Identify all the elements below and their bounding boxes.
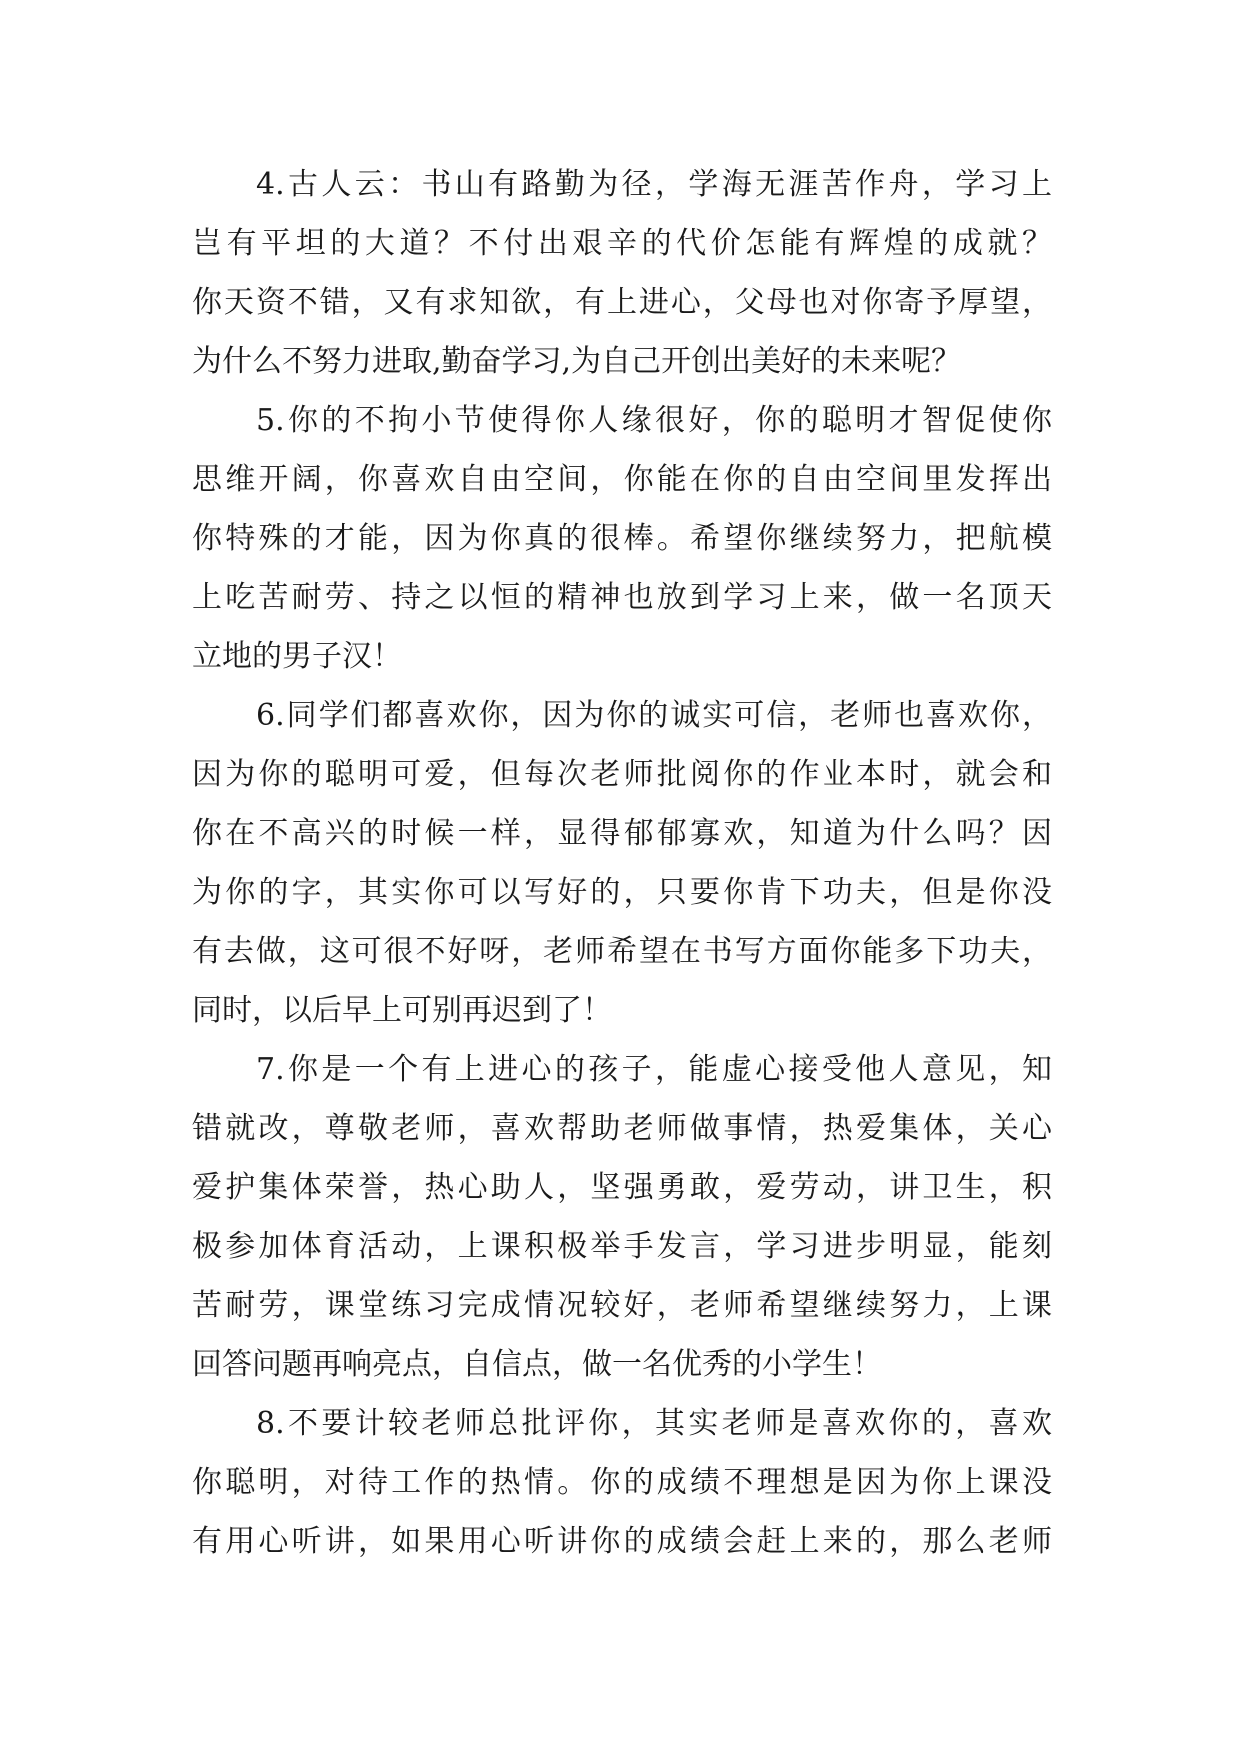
text-line: 思维开阔，你喜欢自由空间，你能在你的自由空间里发挥出 xyxy=(192,462,1052,497)
text-line: 你特殊的才能，因为你真的很棒。希望你继续努力，把航模 xyxy=(192,521,1052,556)
text-line: 极参加体育活动，上课积极举手发言，学习进步明显，能刻 xyxy=(192,1229,1052,1264)
text-line: 为你的字，其实你可以写好的，只要你肯下功夫，但是你没 xyxy=(192,875,1052,910)
comment-paragraph-6 xyxy=(192,686,1052,1040)
document-body xyxy=(192,155,1052,1571)
text-line: 岂有平坦的大道？不付出艰辛的代价怎能有辉煌的成就？ xyxy=(192,226,1052,261)
text-line: 为什么不努力进取,勤奋学习,为自己开创出美好的未来呢？ xyxy=(192,344,962,379)
text-line: 5.你的不拘小节使得你人缘很好，你的聪明才智促使你 xyxy=(256,403,1052,438)
text-line: 上吃苦耐劳、持之以恒的精神也放到学习上来，做一名顶天 xyxy=(192,580,1052,615)
text-line: 有去做，这可很不好呀，老师希望在书写方面你能多下功夫， xyxy=(192,934,1052,969)
text-line: 爱护集体荣誉，热心助人，坚强勇敢，爱劳动，讲卫生，积 xyxy=(192,1170,1052,1205)
text-line: 7.你是一个有上进心的孩子，能虚心接受他人意见，知 xyxy=(256,1052,1052,1087)
text-line: 苦耐劳，课堂练习完成情况较好，老师希望继续努力，上课 xyxy=(192,1288,1052,1323)
text-line: 因为你的聪明可爱，但每次老师批阅你的作业本时，就会和 xyxy=(192,757,1052,792)
comment-paragraph-7 xyxy=(192,1040,1052,1394)
text-line: 你天资不错，又有求知欲，有上进心，父母也对你寄予厚望， xyxy=(192,285,1052,320)
comment-paragraph-8 xyxy=(192,1394,1052,1571)
text-line: 有用心听讲，如果用心听讲你的成绩会赶上来的，那么老师 xyxy=(192,1524,1052,1559)
comment-paragraph-4 xyxy=(192,155,1052,391)
text-line: 6.同学们都喜欢你，因为你的诚实可信，老师也喜欢你， xyxy=(256,698,1052,733)
comment-paragraph-5 xyxy=(192,391,1052,686)
text-line: 你聪明，对待工作的热情。你的成绩不理想是因为你上课没 xyxy=(192,1465,1052,1500)
text-line: 错就改，尊敬老师，喜欢帮助老师做事情，热爱集体，关心 xyxy=(192,1111,1052,1146)
text-line: 回答问题再响亮点，自信点，做一名优秀的小学生！ xyxy=(192,1347,882,1382)
text-line: 立地的男子汉！ xyxy=(192,639,402,674)
text-line: 8.不要计较老师总批评你，其实老师是喜欢你的，喜欢 xyxy=(256,1406,1052,1441)
text-line: 同时，以后早上可别再迟到了！ xyxy=(192,993,612,1028)
text-line: 你在不高兴的时候一样，显得郁郁寡欢，知道为什么吗？因 xyxy=(192,816,1052,851)
text-line: 4.古人云：书山有路勤为径，学海无涯苦作舟，学习上 xyxy=(256,167,1052,202)
